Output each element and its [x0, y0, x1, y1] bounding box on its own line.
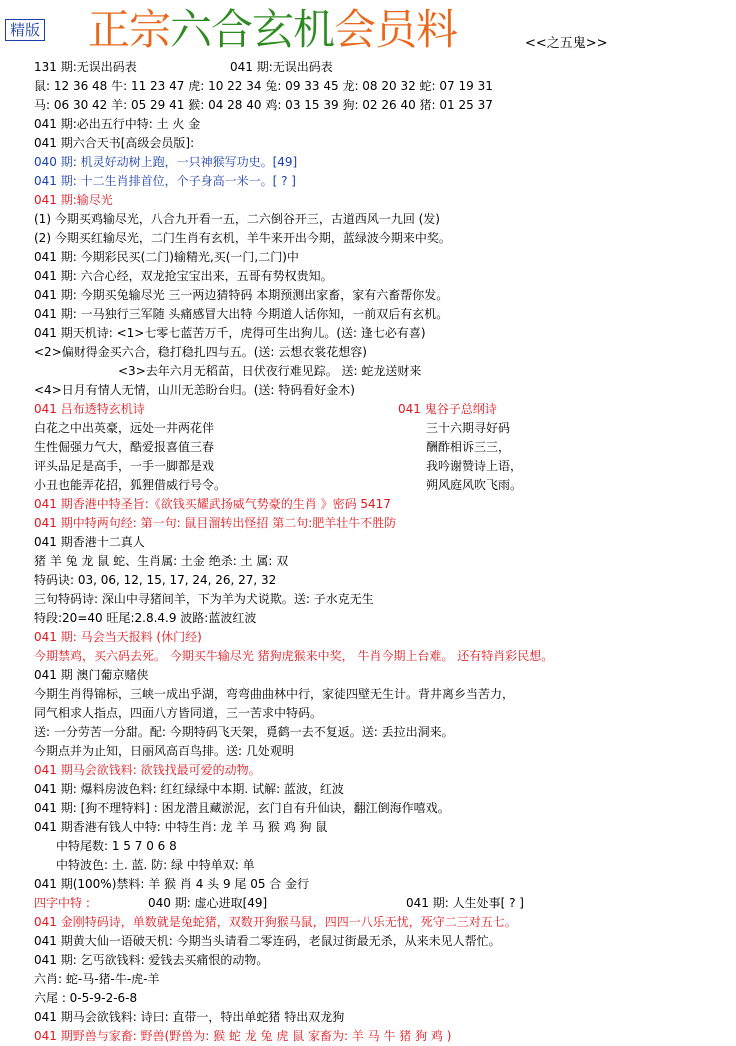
three-sentence-poem: 三句特码诗: 深山中寻猪间羊，下为羊为犬说欺。送: 子水克无生: [34, 592, 374, 606]
six-tail-line: 六尾 : 0-5-9-2-6-8: [34, 991, 138, 1005]
money-desire-line: 041 期马会欲钱料: 欲钱找最可爱的动物。: [34, 763, 261, 777]
twelve-immortals-line: 猪 羊 兔 龙 鼠 蛇、生肖属: 土金 绝杀: 土 属: 双: [34, 554, 289, 568]
jockey-money-poem-line: 041 期马会欲钱料: 诗曰: 直带一，特出单蛇猪 特出双龙狗: [34, 1010, 345, 1024]
hk-edict-line: 041 期香港中特圣旨:《欲钱买耀武扬威气势豪的生肖 》密码 5417: [34, 497, 391, 511]
text-line: 041 期: 今期买兔输尽光 三一两边猜特码 本期预测出家畜，家有六畜帮你发。: [34, 288, 449, 302]
six-zodiac-line: 六肖: 蛇-马-猪-牛-虎-羊: [34, 972, 160, 986]
macau-heading: 041 期 澳门葡京赌侠: [34, 668, 149, 682]
tianshu-040: 040 期: 机灵好动树上跑，一只神猴写功史。[49]: [34, 155, 298, 169]
tianji-poem-line-2: <2>偏财得金买六合，稳打稳扎四与五。(送: 云想衣裳花想容): [34, 345, 367, 359]
special-segment-line: 特段:20=40 旺尾:2.8.4.9 波路:蓝波红波: [34, 611, 257, 625]
four-character-041: 041 期: 人生处事[ ? ]: [406, 896, 524, 910]
tianji-poem-line-1: 041 期天机诗: <1>七零七蓝苦万千，虎得可生出狗儿。(送: 逢七必有喜): [34, 326, 426, 340]
wave-color-parity-line: 中特波色: 土. 蓝. 防: 绿 中特单双: 单: [56, 858, 255, 872]
beggar-line: 041 期: 乞丐欲钱料: 爱钱去买痛恨的动物。: [34, 953, 269, 967]
text-line: (2) 今期买红输尽光，二门生肖有玄机，羊牛来开出今期，蓝绿波今期来中奖。: [34, 231, 451, 245]
guiguzi-poem-line: 三十六期寻好码: [426, 421, 511, 435]
lvbu-poem-line: 小丑也能弄花招，狐狸借威行号令。: [34, 478, 227, 492]
dog-ignore-line: 041 期: [狗不理特料] : 困龙潜且藏淤泥，玄门自有升仙诀，翻江倒海作嘻戏。: [34, 801, 450, 815]
tianji-poem-line-3: <3>去年六月无稻苗，日伏夜行难见踪。 送: 蛇龙送财来: [118, 364, 422, 378]
macau-line: 今期点并为止知，日丽风高百鸟排。送: 几处观明: [34, 744, 294, 758]
title-part-3: 玄机: [252, 5, 335, 54]
macau-line: 送: 一分劳苦一分甜。配: 今期特码飞天架，覓鹤一去不复返。送: 丢拉出洞来。: [34, 725, 454, 739]
lvbu-poem-line: 评头品足是高手，一手一脚都是戏: [34, 459, 215, 473]
tianshu-heading: 041 期六合天书[高级会员版]:: [34, 136, 195, 150]
twelve-immortals-heading: 041 期香港十二真人: [34, 535, 145, 549]
table-heading-2: 041 期:无误出码表: [230, 60, 333, 74]
vajra-poem-line: 041 金刚特码诗，单数就是兔蛇猪，双数开狗猴马鼠，四四一八乐无忧，死守二三对五七。: [34, 915, 517, 929]
text-line: 041 期: 今期彩民买(二门)输精光,买(一门,二门)中: [34, 250, 299, 264]
rich-man-zodiac-line: 041 期香港有钱人中特: 中特生肖: 龙 羊 马 猴 鸡 狗 鼠: [34, 820, 328, 834]
jockey-club-heading: 041 期: 马会当天报料 (休门经): [34, 630, 202, 644]
guiguzi-poem-line: 我吟谢赞诗上语，: [426, 459, 523, 473]
lvbu-poem-line: 生性倔强力气大，酷爱报喜值三春: [34, 440, 215, 454]
forbidden-line: 041 期(100%)禁料: 羊 猴 肖 4 头 9 尾 05 合 金行: [34, 877, 310, 891]
title-part-1: 正宗: [88, 5, 171, 54]
tianji-poem-line-4: <4>日月有情人无情，山川无恙盼台归。(送: 特码看好金木): [34, 383, 355, 397]
wong-tai-sin-line: 041 期黄大仙一语破天机: 今期当头请看二零连码，老鼠过街最无杀，从来未见人帮忙。: [34, 934, 501, 948]
guiguzi-poem-line: 酬酢相诉三三，: [426, 440, 511, 454]
guiguzi-poem-heading: 041 鬼谷子总纲诗: [398, 402, 497, 416]
guiguzi-poem-line: 朔风庭风吹飞雨。: [426, 478, 523, 492]
page-header: [0, 0, 736, 60]
two-sentence-line: 041 期中特两句经: 第一句: 鼠目溜转出怪招 第二句:肥羊壮牛不胜防: [34, 516, 397, 530]
special-code-line: 特码诀: 03, 06, 12, 15, 17, 24, 26, 27, 32: [34, 573, 277, 587]
text-line: 041 期: 六合心经，双龙抢宝宝出来，五哥有势权贵知。: [34, 269, 333, 283]
section-heading-lose-all: 041 期:输尽光: [34, 193, 113, 207]
four-character-040: 040 期: 虚心进取[49]: [148, 896, 268, 910]
tianshu-041: 041 期: 十二生肖排首位，个子身高一米一。[ ? ]: [34, 174, 296, 188]
page-subtitle: <<之五鬼>>: [525, 36, 608, 51]
five-elements-line: 041 期:必出五行中特: 土 火 金: [34, 117, 201, 131]
four-character-heading: 四字中特 :: [34, 896, 90, 910]
wave-color-line: 041 期: 爆料房波色料: 红红绿绿中本期. 试解: 蓝波，红波: [34, 782, 344, 796]
lvbu-poem-heading: 041 吕布透特玄机诗: [34, 402, 145, 416]
lvbu-poem-line: 白花之中出英豪，远处一井两花伴: [34, 421, 215, 435]
macau-line: 同气相求人指点，四面八方皆同道，三一苦求中特码。: [34, 706, 323, 720]
zodiac-number-row-1: 鼠: 12 36 48 牛: 11 23 47 虎: 10 22 34 兔: 09 33 45 龙: 08 20 32 蛇: 07 19 31: [34, 79, 493, 93]
text-line: 041 期: 一马独行三军随 头痛感冒大出特 今期道人话你知，一前双后有玄机。: [34, 307, 449, 321]
text-line: (1) 今期买鸡输尽光，八合九开看一五，二六倒谷开三，古道西风一九回 (发): [34, 212, 440, 226]
beasts-livestock-line: 041 期野兽与家畜: 野兽(野兽为: 猴 蛇 龙 兔 虎 鼠 家畜为: 羊 马 牛 猪 狗 鸡 ): [34, 1029, 452, 1043]
jockey-club-line: 今期禁鸡，买六码去死。 今期买牛输尽光 猪狗虎猴来中奖， 牛肖今期上台难。 还有特肖彩民想。: [34, 649, 554, 663]
table-heading-1: 131 期:无误出码表: [34, 60, 137, 74]
macau-line: 今期生肖得锦标，三峡一成出乎湖，弯弯曲曲林中行，家徒四壁无生计。背井离乡当苦力，: [34, 687, 515, 701]
edition-badge[interactable]: 精版: [5, 19, 45, 41]
title-part-2: 六合: [170, 5, 253, 54]
title-part-4: 会员料: [334, 5, 458, 54]
zodiac-number-row-2: 马: 06 30 42 羊: 05 29 41 猴: 04 28 40 鸡: 03 15 39 狗: 02 26 40 猪: 01 25 37: [34, 98, 493, 112]
page-title: [88, 6, 457, 54]
tail-numbers-line: 中特尾数: 1 5 7 0 6 8: [56, 839, 177, 853]
